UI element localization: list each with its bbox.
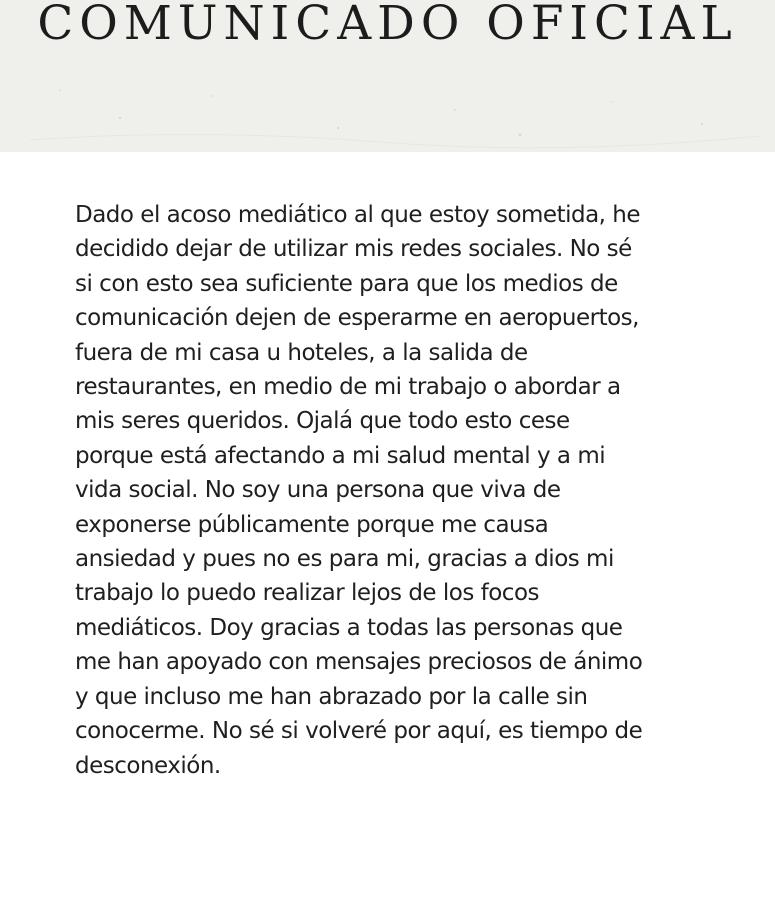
statement-line: desconexión. bbox=[75, 752, 221, 779]
page-title: COMUNICADO OFICIAL bbox=[37, 0, 738, 51]
statement-line: trabajo lo puedo realizar lejos de los focos bbox=[75, 580, 540, 607]
statement-line: ansiedad y pues no es para mi, gracias a dios mi bbox=[75, 546, 614, 573]
statement-line: porque está afectando a mi salud mental y a mi bbox=[75, 442, 606, 469]
statement-line: si con esto sea suficiente para que los medios de bbox=[75, 270, 618, 297]
statement-line: fuera de mi casa u hoteles, a la salida de bbox=[75, 339, 528, 366]
header-banner bbox=[0, 0, 775, 152]
statement-line: comunicación dejen de esperarme en aeropuertos, bbox=[75, 305, 639, 332]
statement-line: y que incluso me han abrazado por la calle sin bbox=[75, 683, 588, 710]
statement-line: conocerme. No sé si volveré por aquí, es tiempo de bbox=[75, 718, 643, 745]
statement-line: mediáticos. Doy gracias a todas las personas que bbox=[75, 614, 623, 641]
statement-line: exponerse públicamente porque me causa bbox=[75, 511, 549, 538]
statement-line: vida social. No soy una persona que viva de bbox=[75, 477, 561, 504]
statement-line: restaurantes, en medio de mi trabajo o abordar a bbox=[75, 374, 621, 401]
statement-line: decidido dejar de utilizar mis redes sociales. No sé bbox=[75, 236, 632, 263]
statement-line: Dado el acoso mediático al que estoy sometida, he bbox=[75, 202, 641, 228]
statement-text bbox=[75, 198, 755, 783]
statement-line: me han apoyado con mensajes preciosos de ánimo bbox=[75, 649, 643, 676]
statement-line: mis seres queridos. Ojalá que todo esto cese bbox=[75, 408, 570, 435]
